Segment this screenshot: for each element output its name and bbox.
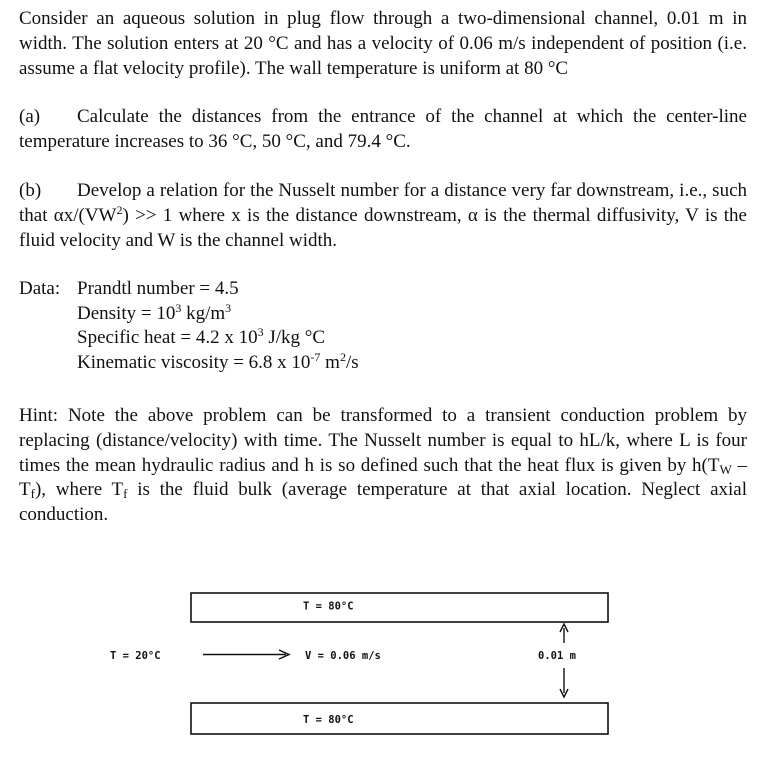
density: Density = $10^3$ $kg/m^3$ xyxy=(77,300,232,324)
top-wall-label: T = 80°C xyxy=(303,600,354,613)
part-a-text: Calculate the distances from the entrance of the channel at which the center-line temperature increases to 36 °C, 50 °C, and 79.4 °C. xyxy=(19,106,747,152)
part-b-exponent: 2 xyxy=(116,202,123,217)
width-dimension-arrow-up-icon xyxy=(560,624,568,643)
width-dimension-arrow-down-icon xyxy=(560,668,568,697)
part-b-text-2: ) >> 1 where x is the distance downstream, α is the thermal diffusivity, V is the fluid velocity and W is the channel width. xyxy=(19,204,747,251)
part-b-text-1: Develop a relation for the Nusselt number for a distance very far downstream, i.e., such that αx/(VW xyxy=(19,180,747,226)
inlet-temperature-label: T = 20°C xyxy=(110,650,161,662)
problem-intro xyxy=(19,7,747,81)
flow-arrow-icon xyxy=(203,650,289,659)
bottom-wall xyxy=(191,703,608,734)
top-wall xyxy=(191,593,608,622)
part-a-label: (a) xyxy=(19,106,41,127)
channel-width-label: 0.01 m xyxy=(538,650,576,662)
velocity-label: V = 0.06 m/s xyxy=(305,650,381,662)
prandtl-number: Prandtl number = 4.5 xyxy=(77,278,239,299)
part-a xyxy=(19,105,747,155)
part-b xyxy=(19,179,747,253)
part-b-label: (b) xyxy=(19,180,42,201)
hint: Hint: Note the above problem can be transformed to a transient conduction problem by replacing (distance/velocity) with time. The Nusselt number is equal to hL/k, where L is four times the mean hydraulic radius and h is so defined such that the heat flux is given by $h(T_W - T_f)$, where $T_f$ is the fluid bulk (average temperature at that axial location. Neglect axial conduction. xyxy=(19,405,747,526)
bottom-wall-label: T = 80°C xyxy=(303,714,354,726)
specific-heat: Specific heat = 4.2 x $10^3$ J/kg °C xyxy=(77,325,326,349)
intro-text: Consider an aqueous solution in plug flow through a two-dimensional channel, 0.01 m in width. The solution enters at 20 °C and has a velocity of 0.06 m/s independent of position (i.e. assume a flat velocity profile). The wall temperature is uniform at 80 °C xyxy=(19,8,747,79)
kinematic-viscosity: Kinematic viscosity = 6.8 x $10^{-7}$ $m^2/s$ xyxy=(77,349,359,373)
channel-diagram xyxy=(0,560,777,765)
data-heading: Data: xyxy=(19,278,61,299)
